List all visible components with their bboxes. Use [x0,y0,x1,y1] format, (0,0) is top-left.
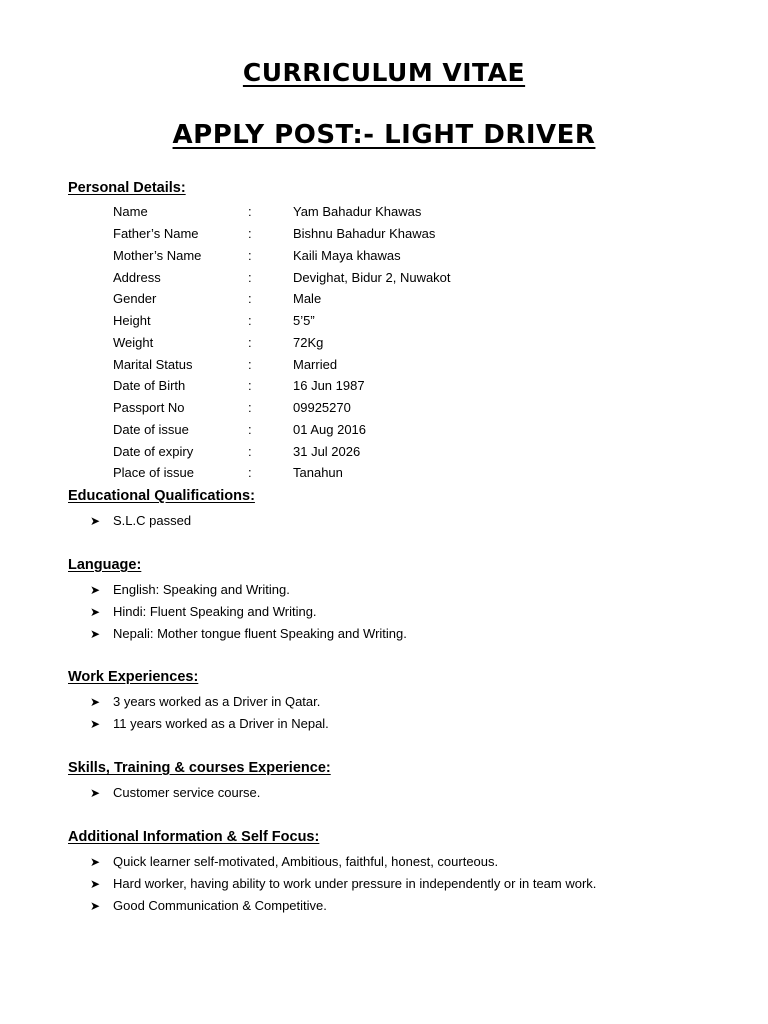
detail-value: 09925270 [293,400,351,416]
list-item-text: English: Speaking and Writing. [113,582,290,597]
list-item [90,713,329,735]
detail-value: Tanahun [293,465,343,481]
list-item [90,601,407,623]
additional-info-heading: Additional Information & Self Focus: [68,829,320,845]
arrow-bullet-icon: ➤ [90,605,101,619]
detail-row-mothers-name [113,245,673,267]
list-item [90,873,596,895]
detail-value: Bishnu Bahadur Khawas [293,226,436,242]
detail-label: Father’s Name [113,226,199,242]
list-item [90,895,596,917]
detail-row-address [113,266,673,288]
list-item-text: Nepali: Mother tongue fluent Speaking and Writing. [113,626,407,641]
arrow-bullet-icon: ➤ [90,786,101,800]
list-item-text: S.L.C passed [113,513,192,528]
detail-label: Place of issue [113,465,194,481]
personal-details-heading: Personal Details: [68,180,186,196]
additional-info-list [90,851,596,917]
detail-label: Mother’s Name [113,247,202,263]
detail-separator: : [248,334,252,350]
apply-post-title: APPLY POST:- LIGHT DRIVER [172,120,596,150]
detail-label: Date of expiry [113,443,194,459]
list-item [90,623,407,645]
detail-row-fathers-name [113,223,673,245]
work-experience-list [90,691,329,735]
detail-value: 16 Jun 1987 [293,378,365,394]
detail-separator: : [248,313,252,329]
list-item-text: Hard worker, having ability to work under pressure in independently or in team work. [113,876,597,891]
detail-separator: : [248,204,252,220]
detail-label: Date of Birth [113,378,186,394]
arrow-bullet-icon: ➤ [90,855,101,869]
list-item-text: Customer service course. [113,785,261,800]
detail-value: Devighat, Bidur 2, Nuwakot [293,269,451,285]
detail-separator: : [248,465,252,481]
detail-separator: : [248,443,252,459]
detail-label: Address [113,269,161,285]
detail-label: Date of issue [113,421,189,437]
education-heading: Educational Qualifications: [68,488,255,504]
document-title: CURRICULUM VITAE [242,58,526,87]
arrow-bullet-icon: ➤ [90,717,101,731]
detail-separator: : [248,247,252,263]
list-item [90,510,191,532]
list-item-text: Good Communication & Competitive. [113,898,327,913]
detail-row-date-of-expiry [113,440,673,462]
detail-row-place-of-issue [113,462,673,484]
language-heading: Language: [68,557,142,573]
detail-value: 01 Aug 2016 [293,421,367,437]
education-list [90,510,191,532]
detail-separator: : [248,356,252,372]
list-item [90,579,407,601]
list-item-text: 3 years worked as a Driver in Qatar. [113,694,321,709]
detail-value: 72Kg [293,334,324,350]
list-item-text: 11 years worked as a Driver in Nepal. [113,716,329,731]
detail-row-date-of-birth [113,375,673,397]
detail-row-name [113,201,673,223]
skills-heading: Skills, Training & courses Experience: [68,760,331,776]
skills-list [90,782,260,804]
list-item [90,782,260,804]
arrow-bullet-icon: ➤ [90,583,101,597]
detail-separator: : [248,400,252,416]
detail-separator: : [248,421,252,437]
detail-label: Name [113,204,148,220]
detail-label: Gender [113,291,157,307]
detail-separator: : [248,226,252,242]
work-experience-heading: Work Experiences: [68,669,199,685]
detail-label: Marital Status [113,356,193,372]
detail-separator: : [248,291,252,307]
list-item-text: Quick learner self-motivated, Ambitious, faithful, honest, courteous. [113,854,499,869]
arrow-bullet-icon: ➤ [90,695,101,709]
detail-label: Height [113,313,151,329]
list-item [90,851,596,873]
detail-row-passport-no [113,397,673,419]
detail-value: Married [293,356,338,372]
detail-value: Yam Bahadur Khawas [293,204,422,220]
arrow-bullet-icon: ➤ [90,627,101,641]
detail-separator: : [248,378,252,394]
detail-separator: : [248,269,252,285]
detail-row-gender [113,288,673,310]
detail-label: Passport No [113,400,185,416]
detail-value: 5’5” [293,313,315,329]
language-list [90,579,407,645]
list-item [90,691,329,713]
arrow-bullet-icon: ➤ [90,877,101,891]
list-item-text: Hindi: Fluent Speaking and Writing. [113,604,317,619]
detail-label: Weight [113,334,154,350]
detail-row-date-of-issue [113,419,673,441]
detail-row-marital-status [113,353,673,375]
arrow-bullet-icon: ➤ [90,899,101,913]
arrow-bullet-icon: ➤ [90,514,101,528]
personal-details-table [113,201,673,484]
detail-row-weight [113,332,673,354]
detail-value: Kaili Maya khawas [293,247,401,263]
detail-value: 31 Jul 2026 [293,443,361,459]
detail-row-height [113,310,673,332]
detail-value: Male [293,291,322,307]
